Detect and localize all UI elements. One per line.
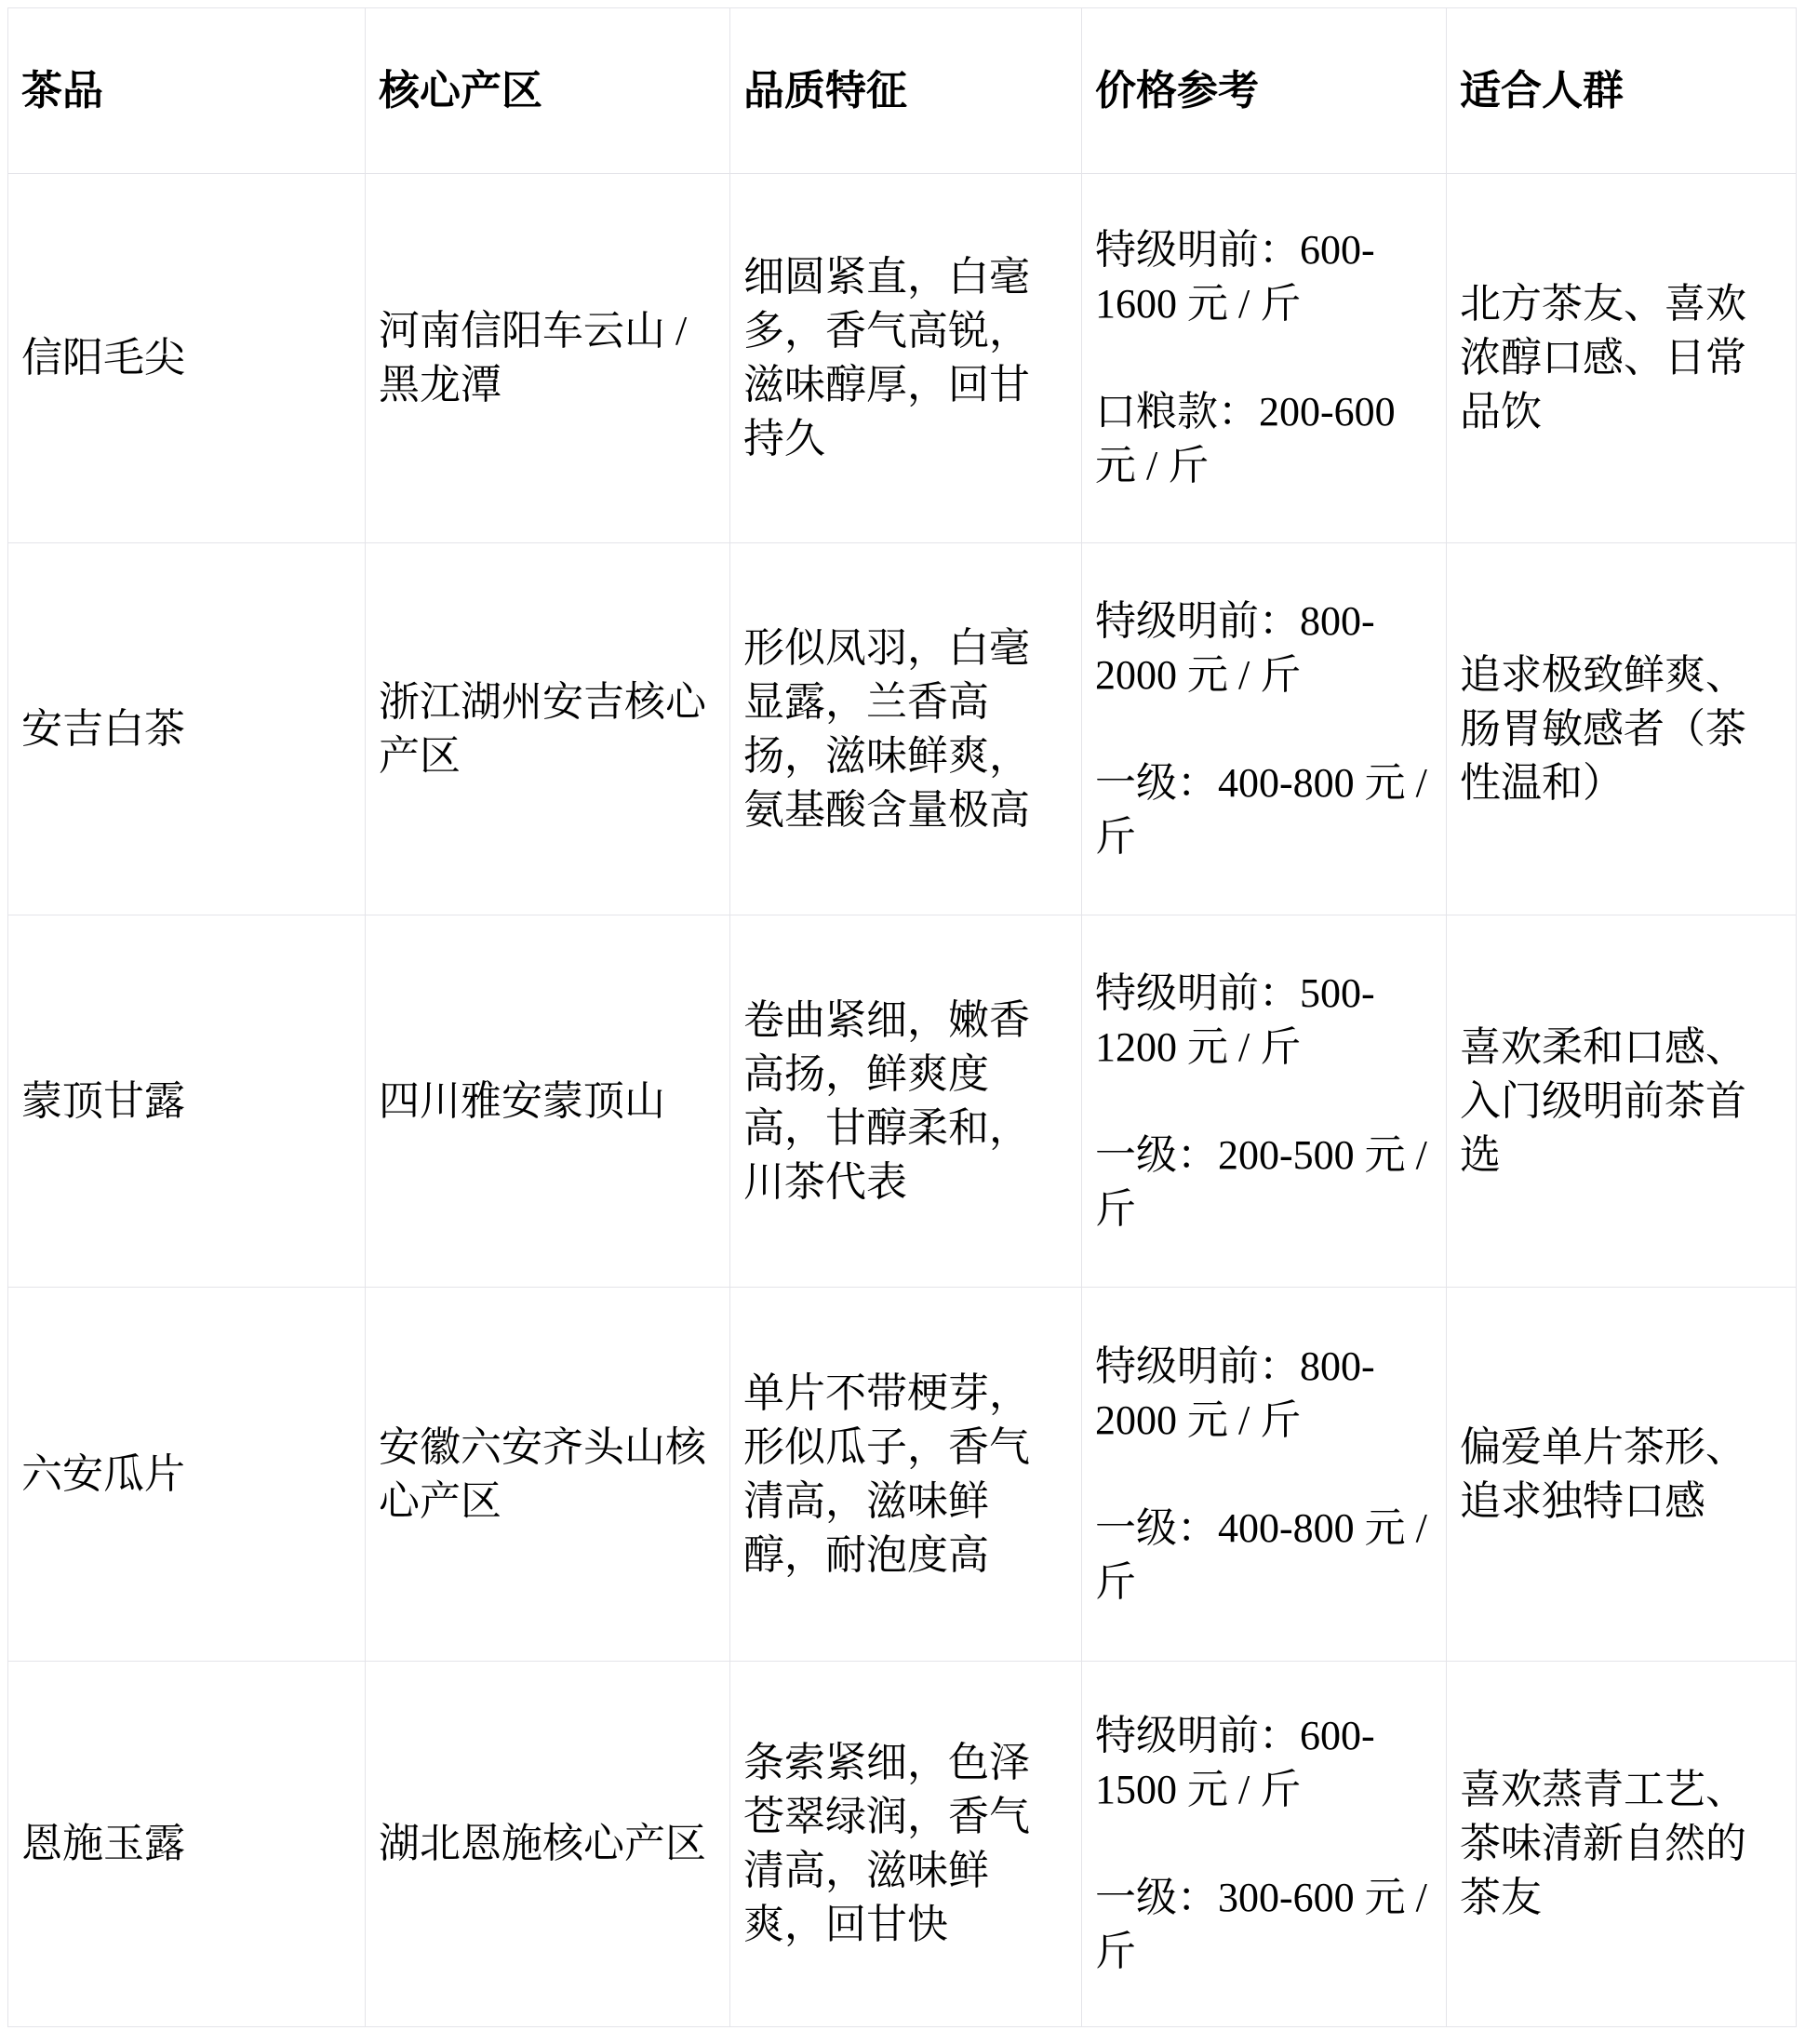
price-primary: 特级明前：600-1600 元 / 斤: [1095, 227, 1375, 327]
price-secondary: 一级：300-600 元 / 斤: [1095, 1875, 1427, 1974]
quality-cell: 卷曲紧细，嫩香高扬，鲜爽度高，甘醇柔和，川茶代表: [730, 915, 1082, 1288]
quality-cell: 形似凤羽，白毫显露，兰香高扬，滋味鲜爽，氨基酸含量极高: [730, 543, 1082, 915]
header-cell-tea: 茶品: [8, 8, 366, 174]
header-cell-audience: 适合人群: [1447, 8, 1797, 174]
audience-cell: 追求极致鲜爽、肠胃敏感者（茶性温和）: [1447, 543, 1797, 915]
header-cell-quality: 品质特征: [730, 8, 1082, 174]
table-row-enshi-yulu: [8, 1662, 1797, 2027]
tea-name-cell: 蒙顶甘露: [8, 915, 366, 1288]
quality-cell: 单片不带梗芽，形似瓜子，香气清高，滋味鲜醇，耐泡度高: [730, 1288, 1082, 1662]
price-secondary: 口粮款：200-600 元 / 斤: [1095, 389, 1396, 488]
header-cell-price: 价格参考: [1082, 8, 1447, 174]
audience-cell: 喜欢蒸青工艺、茶味清新自然的茶友: [1447, 1662, 1797, 2027]
tea-comparison-table: [7, 7, 1797, 2027]
price-cell: [1082, 1662, 1447, 2027]
tea-name-cell: 信阳毛尖: [8, 174, 366, 543]
table-row-luan-guapian: [8, 1288, 1797, 1662]
price-cell: [1082, 174, 1447, 543]
region-cell: 四川雅安蒙顶山: [366, 915, 730, 1288]
region-cell: 河南信阳车云山 / 黑龙潭: [366, 174, 730, 543]
price-secondary: 一级：200-500 元 / 斤: [1095, 1131, 1427, 1232]
audience-cell: 北方茶友、喜欢浓醇口感、日常品饮: [1447, 174, 1797, 543]
region-cell: 湖北恩施核心产区: [366, 1662, 730, 2027]
audience-cell: 喜欢柔和口感、入门级明前茶首选: [1447, 915, 1797, 1288]
table-row-anji-baicha: [8, 543, 1797, 915]
price-cell: [1082, 543, 1447, 915]
price-primary: 特级明前：800-2000 元 / 斤: [1095, 1343, 1375, 1443]
table-row-mengding-ganlu: [8, 915, 1797, 1288]
price-primary: 特级明前：800-2000 元 / 斤: [1095, 597, 1375, 698]
region-cell: 浙江湖州安吉核心产区: [366, 543, 730, 915]
tea-name-cell: 恩施玉露: [8, 1662, 366, 2027]
tea-name-cell: 安吉白茶: [8, 543, 366, 915]
table-header-row: [8, 8, 1797, 174]
price-cell: [1082, 915, 1447, 1288]
quality-cell: 条索紧细，色泽苍翠绿润，香气清高，滋味鲜爽，回甘快: [730, 1662, 1082, 2027]
audience-cell: 偏爱单片茶形、追求独特口感: [1447, 1288, 1797, 1662]
price-primary: 特级明前：600-1500 元 / 斤: [1095, 1713, 1375, 1812]
price-secondary: 一级：400-800 元 / 斤: [1095, 1504, 1427, 1605]
region-cell: 安徽六安齐头山核心产区: [366, 1288, 730, 1662]
price-cell: [1082, 1288, 1447, 1662]
price-secondary: 一级：400-800 元 / 斤: [1095, 759, 1427, 860]
tea-name-cell: 六安瓜片: [8, 1288, 366, 1662]
table-row-xinyang-maojian: [8, 174, 1797, 543]
price-primary: 特级明前：500-1200 元 / 斤: [1095, 969, 1375, 1070]
header-cell-region: 核心产区: [366, 8, 730, 174]
quality-cell: 细圆紧直，白毫多，香气高锐，滋味醇厚，回甘持久: [730, 174, 1082, 543]
